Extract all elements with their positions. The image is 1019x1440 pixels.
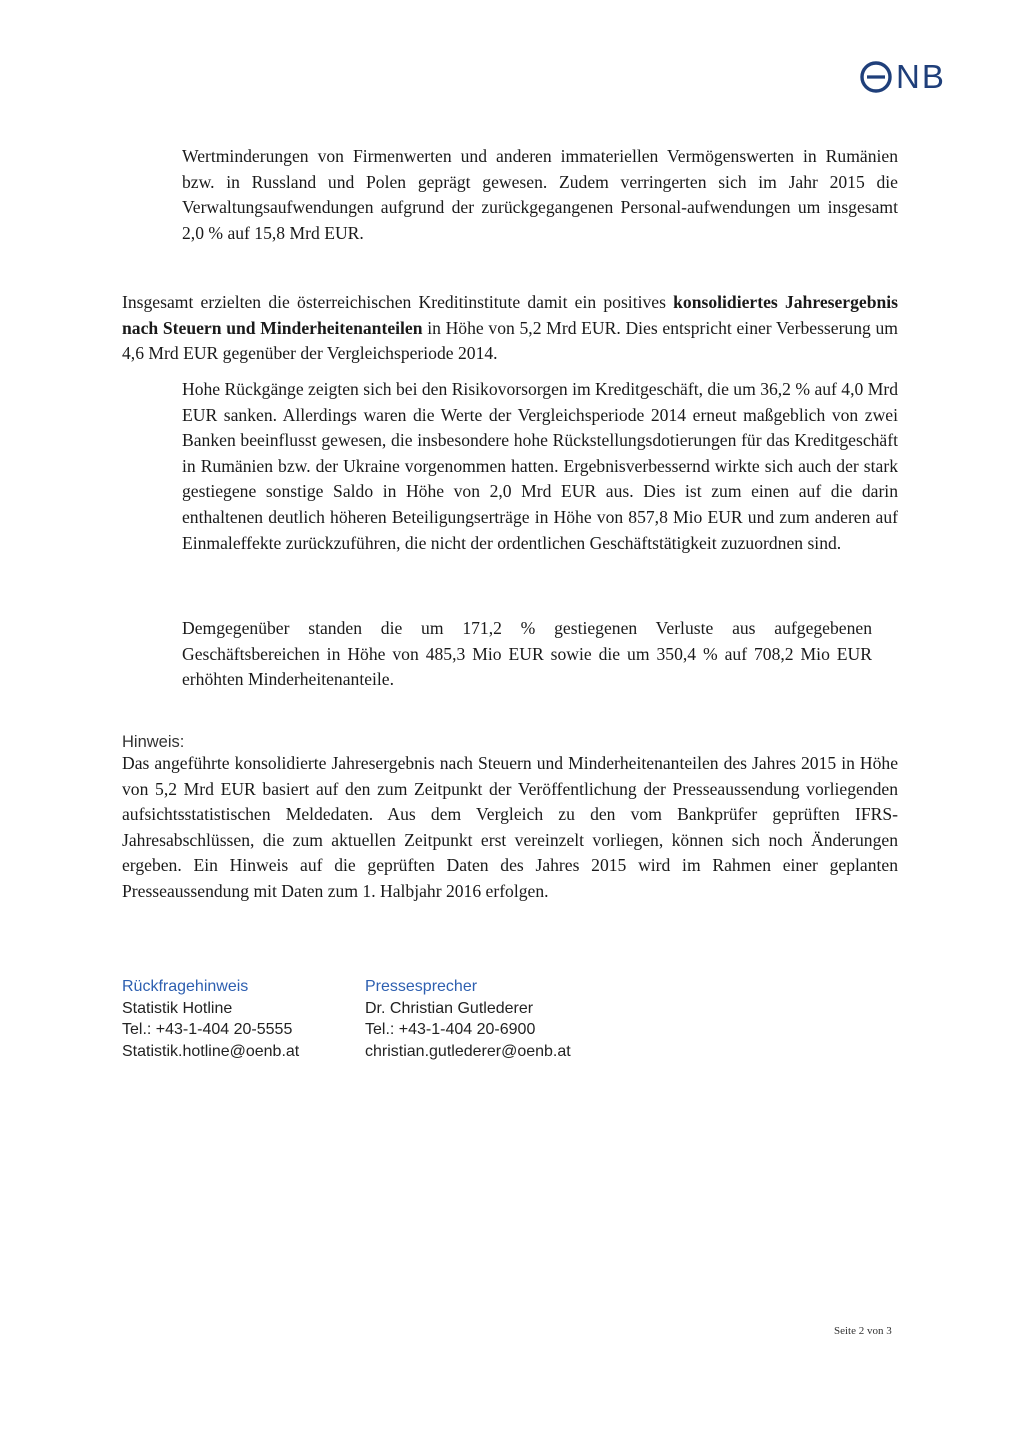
contact-inquiries-name: Statistik Hotline (122, 999, 233, 1017)
contact-press-email[interactable]: christian.gutlederer@oenb.at (365, 1042, 571, 1060)
oenb-logo (858, 58, 946, 96)
contact-press-name: Dr. Christian Gutlederer (365, 999, 534, 1017)
contact-press-phone: Tel.: +43-1-404 20-6900 (365, 1021, 536, 1038)
paragraph-consolidated-result-emphasis: konsolidiertes Jahresergebnis nach Steuern und Minderheitenanteilen (122, 292, 898, 338)
paragraph-writedowns: Wertminderungen von Firmenwerten und anderen immateriellen Vermögenswerten in Rumänien bzw. in Russland und Polen geprägt gewesen. Zudem verringerten sich im Jahr 2015 die Verwaltungsaufwendungen aufgrund der zurückgegangenen Personal-aufwendungen um insgesamt 2,0 % auf 15,8 Mrd EUR. (182, 146, 898, 243)
note-title: Hinweis: (122, 733, 185, 751)
note-text: Das angeführte konsolidierte Jahresergebnis nach Steuern und Minderheitenanteilen des Jahres 2015 in Höhe von 5,2 Mrd EUR basiert auf den zum Zeitpunkt der Veröffentlichung der Presseaussendung vorliegenden aufsichtsstatistischen Meldedaten. Aus dem Vergleich zu den vom Bankprüfer geprüften IFRS-Jahresabschlüssen, die zum aktuellen Zeitpunkt erst vereinzelt vorliegen, können sich noch Änderungen ergeben. Ein Hinweis auf die geprüften Daten des Jahres 2015 wird im Rahmen einer geplanten Presseaussendung mit Daten zum 1. Halbjahr 2016 erfolgen. (122, 753, 898, 901)
paragraph-consolidated-result-intro: Insgesamt erzielten die österreichischen Kreditinstitute damit ein positives (122, 292, 674, 312)
contact-press-spokesperson (365, 976, 571, 1062)
contact-inquiries-phone: Tel.: +43-1-404 20-5555 (122, 1021, 293, 1038)
paragraph-risk-provisions: Hohe Rückgänge zeigten sich bei den Risikovorsorgen im Kreditgeschäft, die um 36,2 % auf 4,0 Mrd EUR sanken. Allerdings waren die Werte der Vergleichsperiode 2014 erneut maßgeblich von zwei Banken beeinflusst gewesen, die insbesondere hohe Rückstellungsdotierungen für das Kreditgeschäft in Rumänien bzw. der Ukraine vorgenommen hatten. Ergebnisverbessernd wirkte sich auch der stark gestiegene sonstige Saldo in Höhe von 2,0 Mrd EUR aus. Dies ist zum einen auf die darin enthaltenen deutlich höheren Beteiligungserträge in Höhe von 857,8 Mio EUR und zum anderen auf Einmaleffekte zurückzuführen, die nicht der ordentlichen Geschäftstätigkeit zuzuordnen sind. (182, 379, 898, 553)
oenb-logo-text: NB (896, 58, 946, 95)
paragraph-consolidated-result-rest: in Höhe von 5,2 Mrd EUR. Dies entspricht einer Verbesserung um 4,6 Mrd EUR gegenüber der Vergleichsperiode 2014. (122, 317, 898, 364)
page-number: Seite 2 von 3 (834, 1325, 892, 1337)
contact-inquiries (122, 976, 299, 1062)
contact-inquiries-heading: Rückfragehinweis (122, 978, 249, 995)
oenb-logo-mark-icon (858, 60, 894, 94)
paragraph-losses: Demgegenüber standen die um 171,2 % gestiegenen Verluste aus aufgegebenen Geschäftsbereichen in Höhe von 485,3 Mio EUR sowie die um 350,4 % auf 708,2 Mio EUR erhöhten Minderheitenanteile. (182, 618, 872, 690)
contact-inquiries-email[interactable]: Statistik.hotline@oenb.at (122, 1042, 300, 1060)
paragraph-consolidated-result (122, 290, 898, 367)
contact-press-heading: Pressesprecher (365, 978, 478, 995)
